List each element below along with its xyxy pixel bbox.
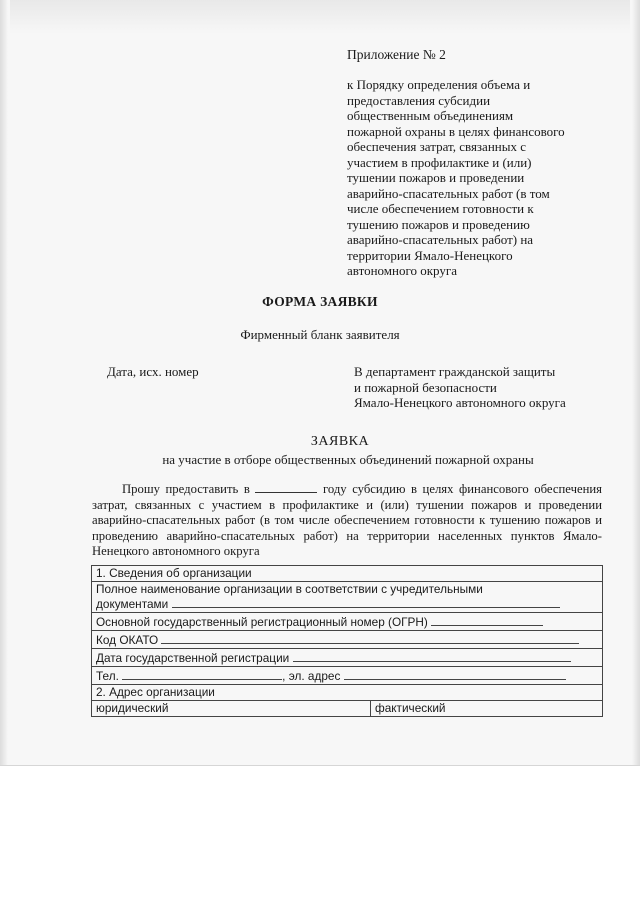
contacts-cell bbox=[92, 667, 603, 685]
addressee-block: В департамент гражданской защиты и пожарной безопасности Ямало-Ненецкого автономного округа bbox=[354, 364, 566, 410]
table-row bbox=[92, 613, 603, 631]
table-row bbox=[92, 582, 603, 613]
organization-table bbox=[91, 565, 603, 717]
actual-address-cell[interactable]: фактический bbox=[371, 701, 603, 717]
email-label: , эл. адрес bbox=[282, 669, 341, 683]
section1-heading: 1. Сведения об организации bbox=[92, 566, 603, 582]
request-paragraph bbox=[92, 482, 602, 560]
annex-title: Приложение № 2 bbox=[347, 47, 446, 62]
table-row bbox=[92, 667, 603, 685]
form-title: ФОРМА ЗАЯВКИ bbox=[262, 294, 378, 309]
ogrn-cell bbox=[92, 613, 603, 631]
scan-shadow bbox=[10, 0, 630, 34]
ogrn-label: Основной государственный регистрационный номер (ОГРН) bbox=[96, 615, 428, 629]
full-name-label-line1: Полное наименование организации в соответствии с учредительными bbox=[96, 582, 483, 596]
application-title: ЗАЯВКА bbox=[310, 434, 370, 449]
table-row bbox=[92, 566, 603, 582]
application-subtitle: на участие в отборе общественных объединений пожарной охраны bbox=[162, 452, 534, 467]
okato-label: Код ОКАТО bbox=[96, 633, 159, 647]
table-row bbox=[92, 649, 603, 667]
legal-address-cell[interactable]: юридический bbox=[92, 701, 371, 717]
ogrn-field[interactable] bbox=[431, 614, 543, 626]
table-row bbox=[92, 631, 603, 649]
request-text-start: Прошу предоставить в bbox=[122, 482, 256, 496]
full-name-label-line2: документами bbox=[96, 597, 169, 611]
date-number-label: Дата, исх. номер bbox=[107, 364, 199, 379]
year-blank[interactable] bbox=[255, 482, 317, 493]
okato-field[interactable] bbox=[161, 632, 579, 644]
phone-label: Тел. bbox=[96, 669, 119, 683]
okato-cell bbox=[92, 631, 603, 649]
full-name-cell bbox=[92, 582, 603, 613]
table-row bbox=[92, 701, 603, 717]
table-row bbox=[92, 685, 603, 701]
annex-text: к Порядку определения объема и предоставления субсидии общественным объединениям пожарной охраны в целях финансового обеспечения затрат, связанных с участием в профилактике и (или) тушении пожаров и проведении аварийно-спасательных работ (в том числе обеспечением готовности к тушению пожаров и проведению аварийно-спасательных работ) на территории Ямало-Ненецкого автономного округа bbox=[347, 77, 565, 278]
letterhead-label: Фирменный бланк заявителя bbox=[240, 327, 400, 342]
reg-date-cell bbox=[92, 649, 603, 667]
scan-edge-right bbox=[632, 0, 640, 765]
email-field[interactable] bbox=[344, 668, 566, 680]
scan-edge-left bbox=[0, 0, 8, 765]
phone-field[interactable] bbox=[122, 668, 282, 680]
full-name-field[interactable] bbox=[172, 596, 560, 608]
request-text-end: году субсидию в целях финансового обеспечения затрат, связанных с участием в профилактике и (или) тушении пожаров и проведении аварийно-спасательных работ (в том числе обеспечением готовности к тушению пожаров и проведению аварийно-спасательных работ) на территории населенных пунктов Ямало-Ненецкого автономного округа bbox=[92, 482, 603, 559]
reg-date-label: Дата государственной регистрации bbox=[96, 651, 290, 665]
section2-heading: 2. Адрес организации bbox=[92, 685, 603, 701]
reg-date-field[interactable] bbox=[293, 650, 571, 662]
